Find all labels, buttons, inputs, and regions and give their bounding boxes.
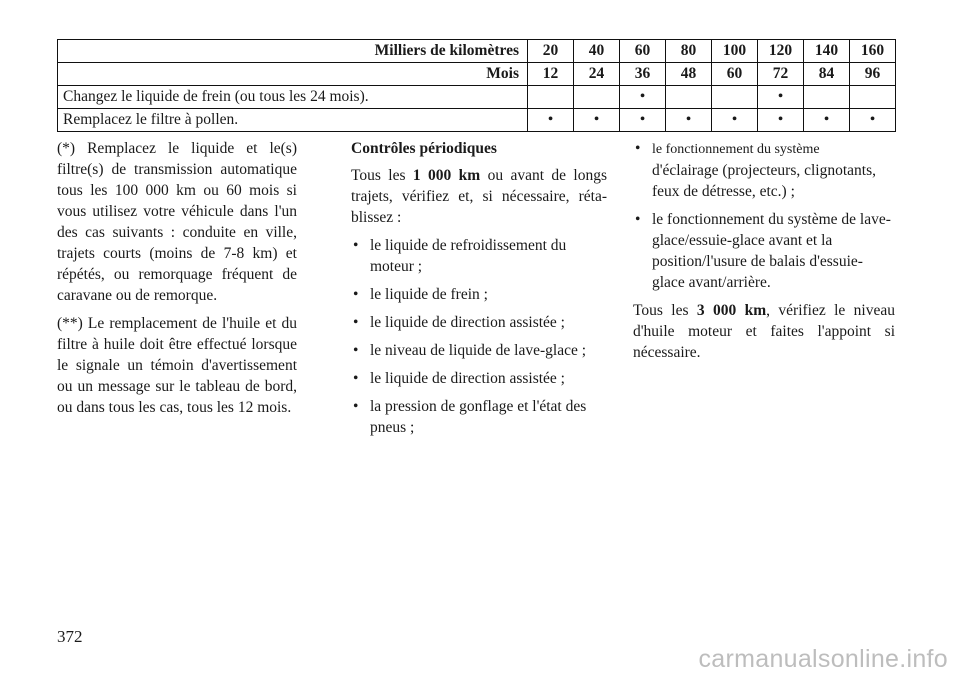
km-cell: 40 [574, 40, 620, 63]
km-cell: 120 [758, 40, 804, 63]
checks-list-continued [633, 138, 895, 293]
list-item: • le fonctionnement du système de lave-glace/essuie-glace avant et la position/l'usure de balais d'essuie-glace avant/arrière. [635, 211, 891, 291]
months-cell: 24 [574, 63, 620, 86]
schedule-mark [850, 86, 896, 109]
km-cell: 20 [528, 40, 574, 63]
bullet-icon: • [353, 314, 359, 331]
bullet-icon: • [353, 370, 359, 387]
months-header-label: Mois [58, 63, 528, 86]
maintenance-schedule-table [57, 39, 896, 132]
km-cell: 100 [712, 40, 758, 63]
transmission-note: (*) Remplacez le liquide et le(s) filtre(s) de transmission automatique tous les 100 000 km ou 60 mois si vous utilisez votre véhicule dans l'un des cas suivants : conduite en ville, trajets courts (moins de 7-8 km) et répétés, ou remorquage fréquent de caravane ou de remorque. [57, 140, 297, 304]
bullet-icon: • [635, 140, 641, 157]
months-cell: 96 [850, 63, 896, 86]
months-cell: 48 [666, 63, 712, 86]
schedule-mark [528, 86, 574, 109]
section-heading: Contrôles périodiques [351, 140, 497, 157]
schedule-mark: • [804, 109, 850, 132]
interval-3000km: 3 000 km [696, 302, 767, 319]
km-header-row [58, 40, 896, 63]
km-cell: 140 [804, 40, 850, 63]
months-cell: 72 [758, 63, 804, 86]
list-item: • le liquide de frein ; [353, 286, 488, 303]
oil-check-paragraph: Tous les 3 000 km, vérifiez le niveau d'huile moteur et faites l'appoint si nécessaire. [633, 302, 895, 361]
schedule-mark: • [712, 109, 758, 132]
schedule-mark [712, 86, 758, 109]
list-item: • le liquide de refroidissement du moteur ; [353, 237, 567, 275]
brake-fluid-label: Changez le liquide de frein (ou tous les 24 mois). [58, 86, 528, 109]
list-item: • le niveau de liquide de lave-glace ; [353, 342, 587, 359]
periodic-checks-column [351, 138, 607, 445]
page-number: 372 [57, 627, 83, 646]
km-cell: 80 [666, 40, 712, 63]
bullet-icon: • [353, 286, 359, 303]
schedule-mark: • [850, 109, 896, 132]
list-item: • le fonctionnement du système d'éclairage (projecteurs, clignotants, feux de détresse, etc.) ; [635, 140, 877, 200]
intro-paragraph: Tous les 1 000 km ou avant de longs trajets, vérifiez et, si nécessaire, réta-blissez : [351, 167, 607, 226]
notes-column [57, 138, 297, 425]
checks-list [351, 235, 607, 438]
km-cell: 160 [850, 40, 896, 63]
months-cell: 60 [712, 63, 758, 86]
schedule-mark [666, 86, 712, 109]
table-row [58, 86, 896, 109]
bullet-icon: • [353, 237, 359, 254]
months-cell: 12 [528, 63, 574, 86]
schedule-mark: • [758, 86, 804, 109]
oil-change-note: (**) Le remplacement de l'huile et du filtre à huile doit être effectué lorsque le signale un témoin d'avertissement ou un message sur le tableau de bord, ou dans tous les cas, tous les 12 mois. [57, 315, 297, 416]
km-header-label: Milliers de kilomètres [58, 40, 528, 63]
list-item: • le liquide de direction assistée ; [353, 370, 565, 387]
list-item: • le liquide de direction assistée ; [353, 314, 565, 331]
bullet-icon: • [353, 342, 359, 359]
km-cell: 60 [620, 40, 666, 63]
list-item: • la pression de gonflage et l'état des pneus ; [353, 398, 587, 436]
table-row [58, 109, 896, 132]
schedule-mark [804, 86, 850, 109]
pollen-filter-label: Remplacez le filtre à pollen. [58, 109, 528, 132]
bullet-icon: • [353, 398, 359, 415]
schedule-mark: • [528, 109, 574, 132]
schedule-mark: • [666, 109, 712, 132]
months-header-row [58, 63, 896, 86]
schedule-mark [574, 86, 620, 109]
schedule-mark: • [620, 109, 666, 132]
schedule-mark: • [620, 86, 666, 109]
schedule-mark: • [574, 109, 620, 132]
bullet-icon: • [635, 211, 641, 228]
months-cell: 84 [804, 63, 850, 86]
schedule-mark: • [758, 109, 804, 132]
watermark: carmanualsonline.info [698, 645, 948, 673]
months-cell: 36 [620, 63, 666, 86]
interval-1000km: 1 000 km [412, 167, 481, 184]
more-checks-column [633, 138, 895, 370]
